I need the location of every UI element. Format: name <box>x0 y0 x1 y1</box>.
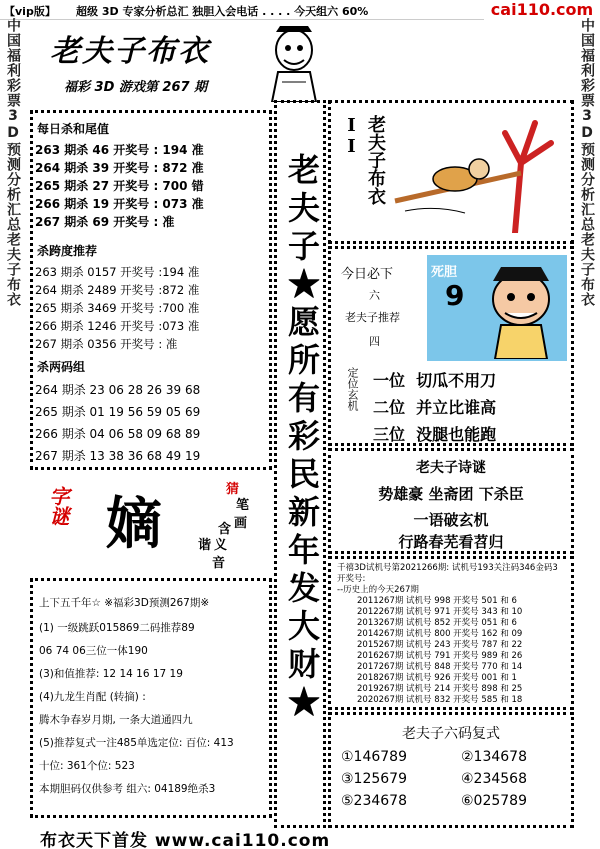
site-logo[interactable]: cai110.com <box>484 0 600 20</box>
recommend-value: 四 <box>369 335 380 348</box>
position-row-label: 三位 <box>373 425 406 444</box>
poem-box <box>328 448 574 554</box>
list-item: 264 期杀 23 06 28 26 39 68 <box>35 383 201 397</box>
right-title-box <box>328 100 574 244</box>
list-item: 265 期杀 3469 开奖号 :700 准 <box>35 301 200 315</box>
forecast-panel <box>30 578 272 818</box>
forecast-lines <box>39 617 234 801</box>
forecast-line: 十位: 361个位: 523 <box>39 760 135 772</box>
riddle-stamp: 字谜 <box>46 486 70 526</box>
riddle-hint-5: 谐 <box>198 538 212 553</box>
cartoon-scholar-image <box>477 259 565 359</box>
poem-line: 一语破玄机 <box>413 511 489 529</box>
position-row-text: 并立比谁高 <box>416 398 497 417</box>
history-box <box>328 556 574 710</box>
kill-pair-title: 杀两码组 <box>37 360 86 374</box>
riddle-hint-3: 画 <box>234 516 248 531</box>
six-codes-box <box>328 712 574 828</box>
today-must-value: 六 <box>369 289 380 302</box>
forecast-line: 06 74 06三位一体190 <box>39 645 148 657</box>
riddle-hint-1: 猜 <box>226 482 240 497</box>
list-item: 267 期杀 69 开奖号 : 准 <box>35 215 175 229</box>
table-row: 2019267期 试机号 214 开奖号 898 和 25 <box>357 684 523 694</box>
issue-label: 福彩 3D 游戏第 267 期 <box>64 80 208 95</box>
forecast-line: (1) 一级跳跃015869二码推荐89 <box>39 622 195 634</box>
six-code-item: ①146789 <box>341 749 407 765</box>
list-item: 265 期杀 27 开奖号 : 700 错 <box>35 179 204 193</box>
riddle-char: 嫡 <box>106 491 162 557</box>
list-item: 263 期杀 46 开奖号 : 194 准 <box>35 143 204 157</box>
table-row: 2012267期 试机号 971 开奖号 343 和 10 <box>357 607 523 617</box>
six-code-item: ⑥025789 <box>461 793 527 809</box>
kill-pair-list <box>35 379 200 467</box>
table-row: 2018267期 试机号 926 开奖号 001 和 1 <box>357 673 517 683</box>
list-item: 263 期杀 0157 开奖号 :194 准 <box>35 265 200 279</box>
list-item: 266 期杀 1246 开奖号 :073 准 <box>35 319 200 333</box>
table-row: 2013267期 试机号 852 开奖号 051 和 6 <box>357 618 517 628</box>
table-row: 2020267期 试机号 832 开奖号 585 和 18 <box>357 695 523 705</box>
position-row <box>373 394 496 421</box>
list-item: 267 期杀 0356 开奖号 : 准 <box>35 337 178 351</box>
list-item: 266 期杀 19 开奖号 : 073 准 <box>35 197 204 211</box>
six-code-item: ②134678 <box>461 749 527 765</box>
riddle-hint-4: 含 <box>218 522 232 537</box>
right-side-strip: 中国福利彩票3D预测分析汇总老夫子布衣 <box>579 18 595 307</box>
riddle-hint-6: 义 <box>214 538 228 553</box>
list-item: 266 期杀 04 06 58 09 68 89 <box>35 427 201 441</box>
list-item: 264 期杀 2489 开奖号 :872 准 <box>35 283 200 297</box>
forecast-line: (3)和值推荐: 12 14 16 17 19 <box>39 668 183 680</box>
position-row-text: 切瓜不用刀 <box>416 371 497 390</box>
table-row: 2016267期 试机号 791 开奖号 989 和 26 <box>357 651 523 661</box>
forecast-line: 本期胆码仅供参考 组六: 04189绝杀3 <box>39 783 216 795</box>
six-code-item: ③125679 <box>341 771 407 787</box>
left-panel <box>30 110 272 470</box>
dead-pick-card <box>427 255 567 361</box>
kill-span-list <box>35 263 199 353</box>
riddle-panel <box>30 472 272 572</box>
dead-number: 9 <box>445 279 465 312</box>
history-sub: 开奖号: <box>337 574 366 584</box>
scholar-on-branch-image <box>375 113 565 233</box>
kill-sum-title: 每日杀和尾值 <box>37 122 110 136</box>
recommend-label: 老夫子推荐 <box>345 311 400 324</box>
six-code-item: ④234568 <box>461 771 527 787</box>
position-row-label: 一位 <box>373 371 406 390</box>
top-banner <box>0 0 600 20</box>
position-list <box>373 367 496 448</box>
history-header: 千禧3D试机号第2021266期: 试机号193关注码346金码3 <box>337 563 558 573</box>
footer[interactable]: 布衣天下首发 www.cai110.com <box>40 831 331 849</box>
position-row <box>373 367 496 394</box>
list-item: 265 期杀 01 19 56 59 05 69 <box>35 405 201 419</box>
kill-sum-list <box>35 141 204 231</box>
history-sub: --历史上的今天267期 <box>337 585 419 595</box>
center-slogan-box <box>274 100 326 828</box>
position-label: 定位玄机 <box>346 367 359 411</box>
table-row: 2011267期 试机号 998 开奖号 501 和 6 <box>357 596 517 606</box>
table-row: 2015267期 试机号 243 开奖号 787 和 22 <box>357 640 523 650</box>
banner-text: 超级 3D 专家分析总汇 独胆入会电话 . . . . 今天组六 60% <box>76 5 369 18</box>
cartoon-figure-image <box>262 22 324 102</box>
center-slogan: 老夫子★愿所有彩民新年发大财★ <box>283 153 321 723</box>
list-item: 267 期杀 13 38 36 68 49 19 <box>35 449 201 463</box>
forecast-line: (4)九龙生肖配 (转摘) : <box>39 691 146 703</box>
right-title: 老夫子布衣II <box>341 115 386 205</box>
poem-line: 势雄豪 坐斋团 下杀臣 <box>378 485 524 503</box>
forecast-title: 上下五千年☆ ※福彩3D预测267期※ <box>39 597 210 609</box>
left-side-strip: 中国福利彩票3D预测分析汇总老夫子布衣 <box>5 18 21 307</box>
six-codes-title: 老夫子六码复式 <box>402 726 500 742</box>
position-row <box>373 421 496 448</box>
position-row-text: 没腿也能跑 <box>416 425 497 444</box>
page-title: 老夫子布衣 <box>50 34 210 69</box>
forecast-line: (5)推荐复式一注485单选定位: 百位: 413 <box>39 737 234 749</box>
header <box>30 22 270 102</box>
table-row: 2017267期 试机号 848 开奖号 770 和 14 <box>357 662 523 672</box>
dead-label: 死胆 <box>431 265 458 280</box>
six-code-item: ⑤234678 <box>341 793 407 809</box>
riddle-hint-7: 音 <box>212 556 226 571</box>
poem-line: 行路春芜看苕归 <box>398 533 504 551</box>
right-picks-box <box>328 246 574 446</box>
vip-badge: 【vip版】 <box>4 5 56 18</box>
list-item: 264 期杀 39 开奖号 : 872 准 <box>35 161 204 175</box>
poem-title: 老夫子诗谜 <box>416 460 486 476</box>
kill-span-title: 杀跨度推荐 <box>37 244 98 258</box>
position-row-label: 二位 <box>373 398 406 417</box>
forecast-line: 腾木争春岁月期, 一条大道通四九 <box>39 714 193 726</box>
today-must-label: 今日必下 <box>341 267 394 282</box>
table-row: 2014267期 试机号 800 开奖号 162 和 09 <box>357 629 523 639</box>
riddle-hint-2: 笔 <box>236 498 250 513</box>
